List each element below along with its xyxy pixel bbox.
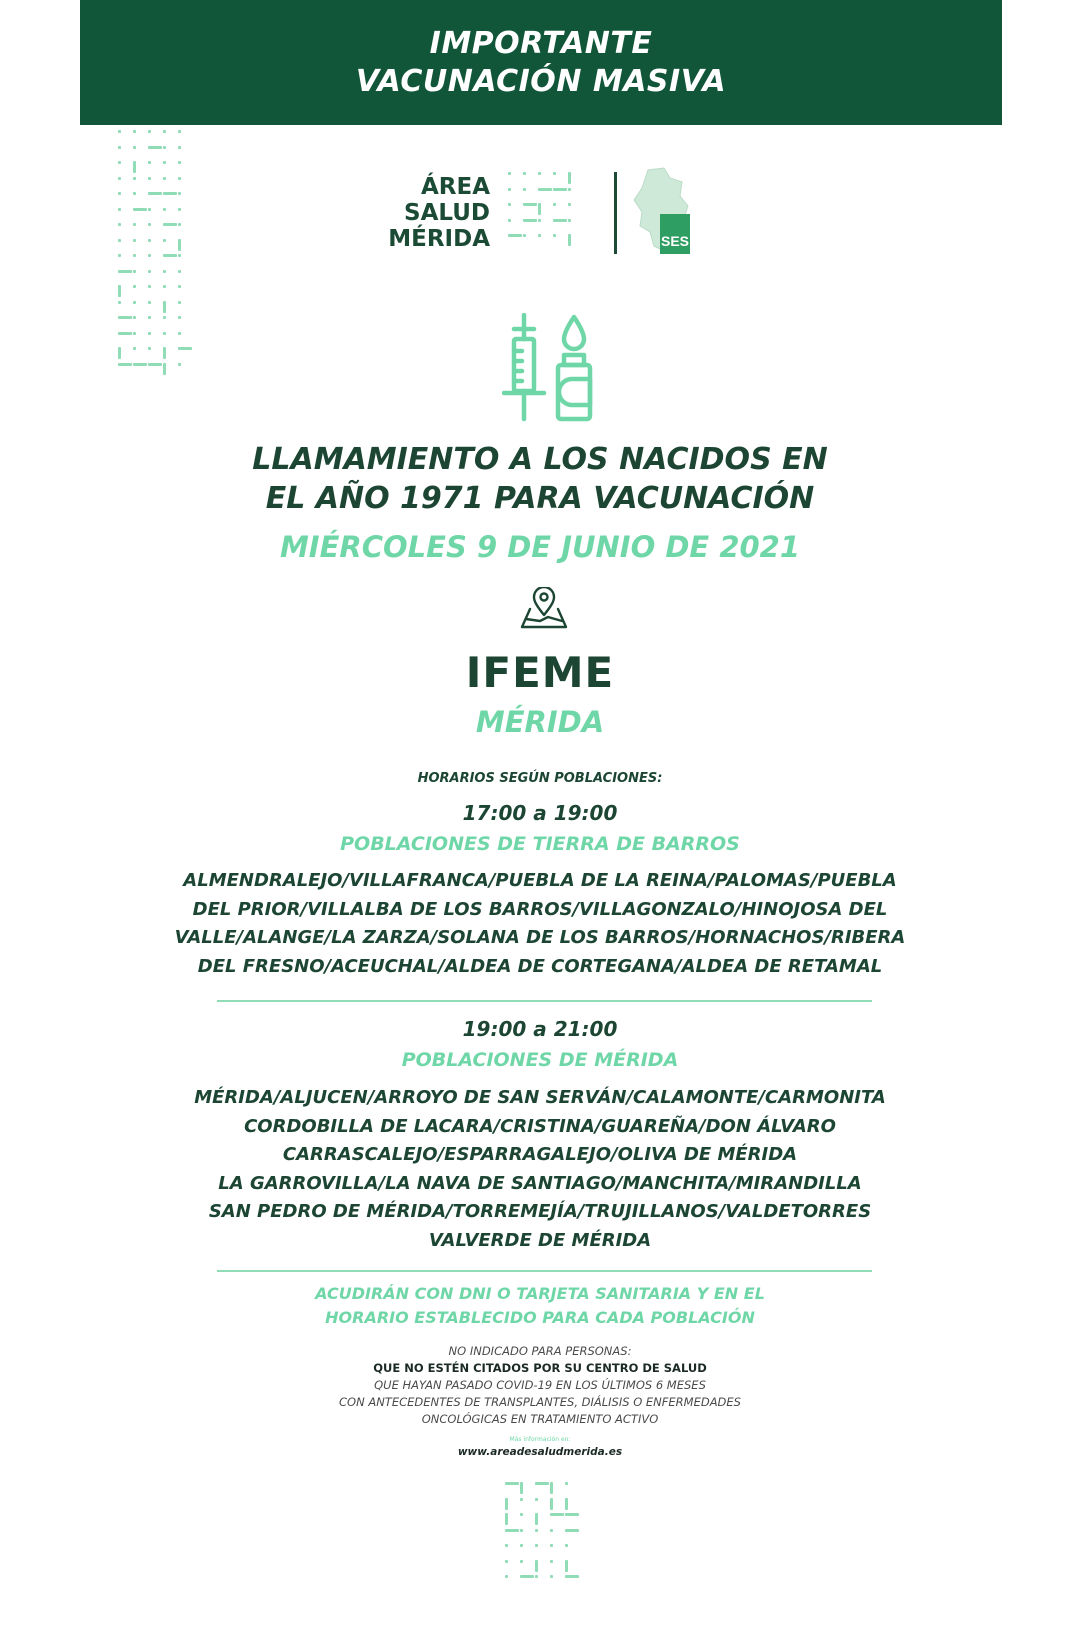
logo-line-area: ÁREA — [420, 174, 490, 200]
fine-line: NO INDICADO PARA PERSONAS: — [448, 1344, 632, 1358]
slot-2-town-line: CARRASCALEJO/ESPARRAGALEJO/OLIVA DE MÉRIDA — [282, 1144, 798, 1165]
notice-line2: HORARIO ESTABLECIDO PARA CADA POBLACIÓN — [325, 1308, 755, 1327]
section-divider — [217, 1270, 872, 1272]
ses-badge-text: SES — [660, 233, 690, 249]
slot-2-town-line: MÉRIDA/ALJUCEN/ARROYO DE SAN SERVÁN/CALAMONTE/CARMONITA — [194, 1087, 886, 1108]
event-date: MIÉRCOLES 9 DE JUNIO DE 2021 — [279, 530, 801, 564]
header-banner — [80, 0, 1002, 125]
slot-2-town-list — [0, 1084, 1080, 1255]
notice-line1: ACUDIRÁN CON DNI O TARJETA SANITARIA Y EN EL — [315, 1284, 765, 1303]
slot-2-town-line: SAN PEDRO DE MÉRIDA/TORREMEJÍA/TRUJILLANOS/VALDETORRES — [208, 1201, 872, 1222]
headline-line1: LLAMAMIENTO A LOS NACIDOS EN — [252, 442, 828, 477]
slot-1-group: POBLACIONES DE TIERRA DE BARROS — [340, 833, 740, 855]
slot-1-time: 17:00 a 19:00 — [462, 801, 618, 825]
slot-1-town-line: VALLE/ALANGE/LA ZARZA/SOLANA DE LOS BARROS/HORNACHOS/RIBERA — [174, 927, 906, 948]
website-link[interactable]: www.areadesaludmerida.es — [457, 1446, 623, 1458]
attendance-notice — [0, 1282, 1080, 1330]
syringe-vial-icon — [502, 313, 594, 423]
headline-line2: EL AÑO 1971 PARA VACUNACIÓN — [265, 481, 815, 516]
fine-line: CON ANTECEDENTES DE TRANSPLANTES, DIÁLISIS O ENFERMEDADES — [339, 1395, 741, 1409]
slot-1-town-line: DEL FRESNO/ACEUCHAL/ALDEA DE CORTEGANA/ALDEA DE RETAMAL — [197, 955, 883, 977]
venue-city: MÉRIDA — [475, 705, 605, 739]
slot-2-town-line: VALVERDE DE MÉRIDA — [428, 1229, 652, 1251]
decorative-dot-pattern-left — [118, 130, 198, 380]
logo-dot-pattern — [508, 172, 588, 252]
header-title-line1: IMPORTANTE — [429, 25, 653, 61]
fine-line: QUE NO ESTÉN CITADOS POR SU CENTRO DE SALUD — [373, 1361, 707, 1375]
venue-name: IFEME — [465, 648, 615, 697]
headline — [0, 440, 1080, 518]
exclusions-fine-print — [0, 1343, 1080, 1428]
slot-1-town-line: DEL PRIOR/VILLALBA DE LOS BARROS/VILLAGONZALO/HINOJOSA DEL — [192, 898, 888, 920]
area-salud-logo-text — [380, 174, 490, 252]
schedule-heading: HORARIOS SEGÚN POBLACIONES: — [417, 771, 663, 786]
slot-2-group: POBLACIONES DE MÉRIDA — [401, 1049, 679, 1071]
decorative-dot-pattern-bottom — [505, 1482, 585, 1592]
map-pin-icon — [518, 587, 570, 631]
slot-1-town-line: ALMENDRALEJO/VILLAFRANCA/PUEBLA DE LA REINA/PALOMAS/PUEBLA — [183, 870, 897, 891]
header-title-line2: VACUNACIÓN MASIVA — [355, 63, 727, 99]
slot-2-time: 19:00 a 21:00 — [462, 1017, 618, 1041]
slot-1-town-list — [0, 867, 1080, 981]
section-divider — [217, 1000, 872, 1002]
slot-2-town-line: CORDOBILLA DE LACARA/CRISTINA/GUAREÑA/DON ÁLVARO — [244, 1115, 836, 1137]
logo-line-salud: SALUD — [404, 200, 490, 226]
fine-line: QUE HAYAN PASADO COVID-19 EN LOS ÚLTIMOS 6 MESES — [374, 1378, 706, 1392]
logo-divider — [614, 172, 617, 254]
fine-line: ONCOLÓGICAS EN TRATAMIENTO ACTIVO — [421, 1412, 659, 1426]
logo-line-merida: MÉRIDA — [388, 226, 490, 252]
slot-2-town-line: LA GARROVILLA/LA NAVA DE SANTIAGO/MANCHITA/MIRANDILLA — [218, 1172, 862, 1194]
more-info-label: Más información en: — [509, 1436, 571, 1443]
extremadura-map-icon — [630, 166, 692, 256]
